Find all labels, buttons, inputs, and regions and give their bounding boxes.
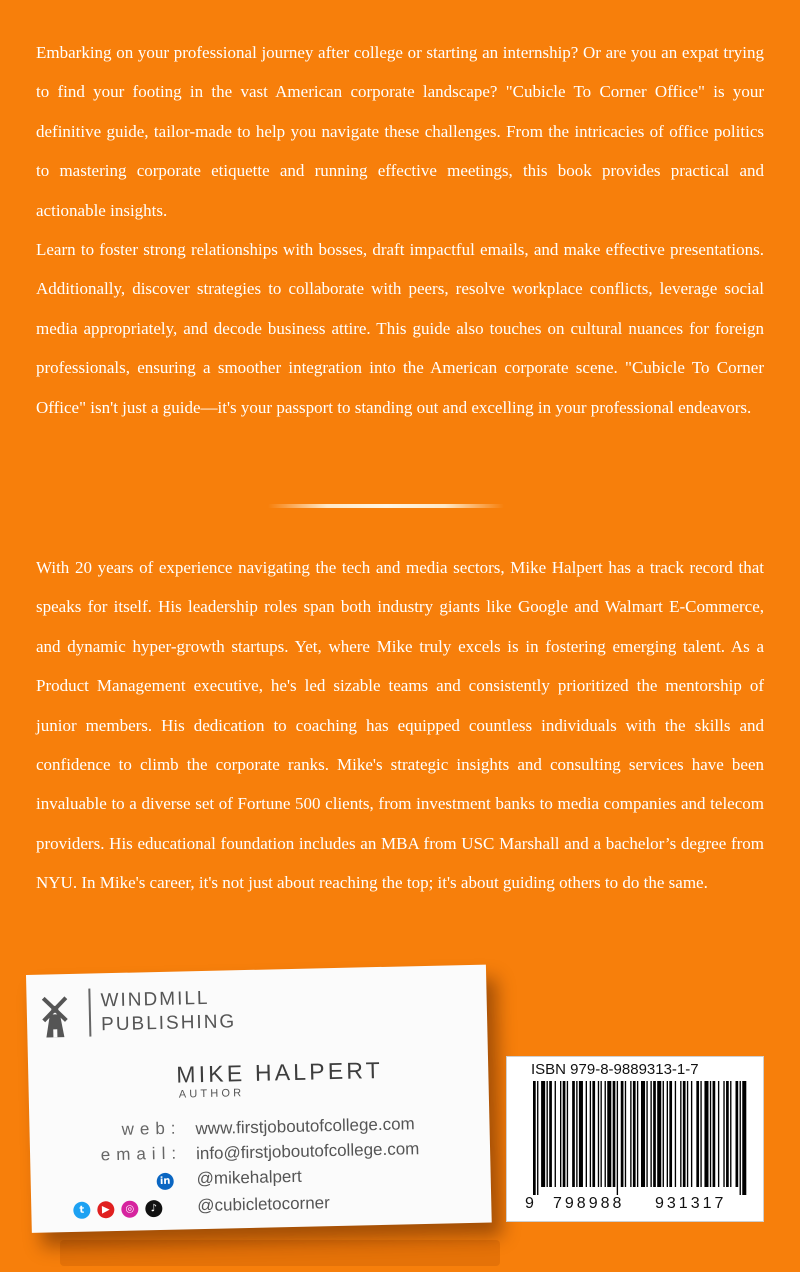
section-divider	[268, 504, 504, 508]
author-bio: With 20 years of experience navigating the tech and media sectors, Mike Halpert has a track record that speaks for itself. His leadership roles span both industry giants like Google and Walmart E-Commerce, and dynamic hyper-growth startups. Yet, where Mike truly excels is in fostering emerging talent. As a Product Management executive, he's led sizable teams and consistently prioritized the mentorship of junior members. His dedication to coaching has equipped countless individuals with the skills and confidence to climb the corporate ranks. Mike's strategic insights and consulting services have been invaluable to a diverse set of Fortune 500 clients, from investment banks to media companies and telecom providers. His educational foundation includes an MBA from USC Marshall and a bachelor’s degree from NYU. In Mike's career, it's not just about reaching the top; it's about guiding others to do the same.	[36, 558, 764, 893]
blurb-paragraph-2: Learn to foster strong relationships with bosses, draft impactful emails, and make effective presentations. Additionally, discover strategies to collaborate with peers, resolve workplace conflicts, leverage social media appropriately, and decode business attire. This guide also touches on cultural nuances for foreign professionals, ensuring a smoother integration into the American corporate scene. "Cubicle To Corner Office" isn't just a guide—it's your passport to standing out and excelling in your professional endeavors.	[36, 240, 764, 417]
isbn-number: ISBN 979-8-9889313-1-7	[531, 1061, 699, 1078]
barcode-bar	[613, 1081, 616, 1187]
barcode-bar	[710, 1081, 711, 1187]
twitter-icon[interactable]: t	[73, 1202, 90, 1219]
barcode-bar	[646, 1081, 647, 1187]
barcode-bar	[691, 1081, 692, 1187]
book-blurb	[36, 33, 764, 427]
barcode-bar	[586, 1081, 587, 1187]
barcode-bar	[555, 1081, 556, 1187]
barcode-bar	[563, 1081, 566, 1187]
publisher-line-2: PUBLISHING	[100, 1011, 237, 1036]
barcode-bar	[675, 1081, 676, 1187]
business-card	[26, 965, 492, 1233]
barcode-bar	[700, 1081, 701, 1187]
barcode-bar	[650, 1081, 651, 1187]
barcode-bar	[607, 1081, 611, 1187]
barcode-bar	[590, 1081, 591, 1187]
barcode-bar	[687, 1081, 688, 1187]
barcode-bar	[547, 1081, 548, 1187]
barcode-bar	[680, 1081, 681, 1187]
barcode-digits-group-2: 931317	[655, 1195, 727, 1212]
web-label: web:	[121, 1118, 182, 1139]
barcode-bar	[601, 1081, 602, 1187]
barcode-bar	[726, 1081, 729, 1187]
barcode-bar	[592, 1081, 595, 1187]
barcode-bar	[541, 1081, 545, 1187]
barcode-bar	[576, 1081, 577, 1187]
barcode-bar	[641, 1081, 645, 1187]
linkedin-handle[interactable]: @mikehalpert	[196, 1166, 302, 1189]
barcode-bar	[549, 1081, 552, 1187]
barcode-bar	[630, 1081, 631, 1187]
barcode-digits-group-1: 798988	[553, 1195, 625, 1212]
barcode-bar	[633, 1081, 636, 1187]
barcode-bar	[723, 1081, 724, 1187]
blurb-paragraph-1: Embarking on your professional journey after college or starting an internship? Or are you an expat trying to find your footing in the vast American corporate landscape? "Cubicle To Corner Office" is your definitive guide, tailor-made to help you navigate these challenges. From the intricacies of office politics to mastering corporate etiquette and running effective meetings, this book provides practical and actionable insights.	[36, 43, 764, 220]
barcode-bar	[740, 1081, 741, 1195]
card-author-role: AUTHOR	[178, 1087, 245, 1101]
tiktok-icon[interactable]: ♪	[145, 1200, 162, 1217]
barcode-bar	[637, 1081, 638, 1187]
barcode-bar	[742, 1081, 746, 1195]
logo-separator	[88, 989, 91, 1037]
barcode-bar	[560, 1081, 561, 1187]
barcode-bar	[704, 1081, 708, 1187]
web-link[interactable]: www.firstjoboutofcollege.com	[195, 1114, 415, 1139]
barcode-bars	[525, 1081, 753, 1195]
barcode-bar	[567, 1081, 568, 1187]
barcode-bar	[621, 1081, 624, 1187]
barcode-bar	[713, 1081, 716, 1187]
publisher-line-1: WINDMILL	[100, 987, 210, 1012]
windmill-icon	[34, 992, 75, 1039]
barcode-digit-first: 9	[525, 1195, 534, 1212]
barcode-bar	[718, 1081, 719, 1187]
card-author-name: MIKE HALPERT	[176, 1056, 384, 1088]
barcode-bar	[625, 1081, 626, 1187]
email-label: email:	[100, 1143, 183, 1165]
barcode-bar	[663, 1081, 664, 1187]
linkedin-icon[interactable]: in	[157, 1173, 174, 1190]
email-link[interactable]: info@firstjoboutofcollege.com	[195, 1139, 420, 1164]
barcode-bar	[683, 1081, 686, 1187]
barcode-bar	[669, 1081, 672, 1187]
barcode-bar	[667, 1081, 668, 1187]
isbn-barcode	[506, 1056, 764, 1222]
barcode-bar	[657, 1081, 661, 1187]
barcode-bar	[572, 1081, 575, 1187]
barcode-bar	[617, 1081, 618, 1195]
publisher-name	[100, 986, 236, 1037]
barcode-bar	[605, 1081, 606, 1187]
barcode-bar	[696, 1081, 699, 1187]
barcode-bar	[579, 1081, 583, 1187]
youtube-icon[interactable]: ▶	[97, 1201, 114, 1218]
barcode-bar	[537, 1081, 538, 1195]
instagram-icon[interactable]: ◎	[121, 1201, 138, 1218]
barcode-bar	[598, 1081, 599, 1187]
barcode-bar	[730, 1081, 731, 1187]
barcode-bar	[736, 1081, 739, 1187]
barcode-bar	[653, 1081, 656, 1187]
barcode-bar	[533, 1081, 536, 1195]
social-handle[interactable]: @cubicletocorner	[197, 1193, 331, 1216]
card-shadow	[60, 1240, 500, 1266]
